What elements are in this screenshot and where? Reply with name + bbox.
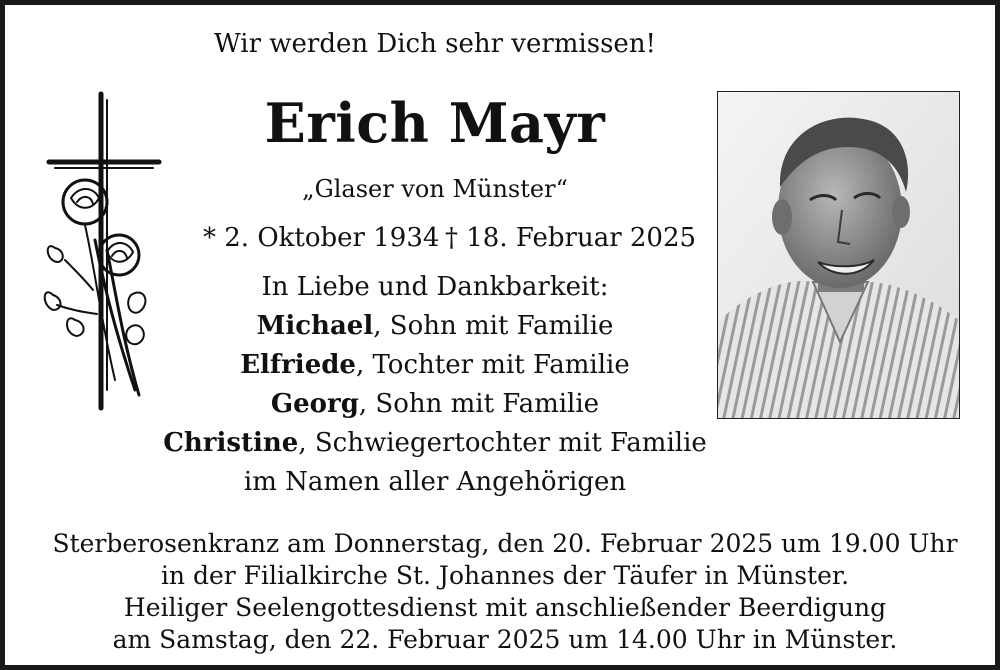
family-member	[135, 311, 735, 341]
family-intro: In Liebe und Dankbarkeit:	[261, 272, 609, 302]
nickname: „Glaser von Münster“	[302, 175, 568, 203]
family-member-relation: , Sohn mit Familie	[358, 389, 600, 419]
family-member	[135, 350, 735, 380]
deceased-name: Erich Mayr	[264, 91, 606, 155]
family-member-relation: , Tochter mit Familie	[355, 350, 630, 380]
family-member-name: Michael	[256, 311, 374, 341]
motto: Wir werden Dich sehr vermissen!	[213, 29, 657, 59]
service-line: in der Filialkirche St. Johannes der Täufer in Münster.	[160, 561, 850, 590]
family-member	[135, 389, 735, 419]
family-outro: im Namen aller Angehörigen	[243, 467, 627, 497]
family-member-relation: , Schwiegertochter mit Familie	[298, 428, 707, 458]
service-line: am Samstag, den 22. Februar 2025 um 14.00 Uhr in Münster.	[112, 625, 898, 654]
birth-date: * 2. Oktober 1934	[203, 223, 440, 253]
death-date: † 18. Februar 2025	[445, 223, 697, 253]
family-member-name: Georg	[270, 389, 359, 419]
service-line: Sterberosenkranz am Donnerstag, den 20. Februar 2025 um 19.00 Uhr	[52, 529, 958, 558]
family-member-name: Elfriede	[240, 350, 356, 380]
family-member	[135, 428, 735, 458]
family-member-name: Christine	[163, 428, 299, 458]
family-member-relation: , Sohn mit Familie	[373, 311, 614, 341]
portrait-photo	[717, 91, 960, 419]
service-line: Heiliger Seelengottesdienst mit anschließender Beerdigung	[123, 593, 887, 622]
